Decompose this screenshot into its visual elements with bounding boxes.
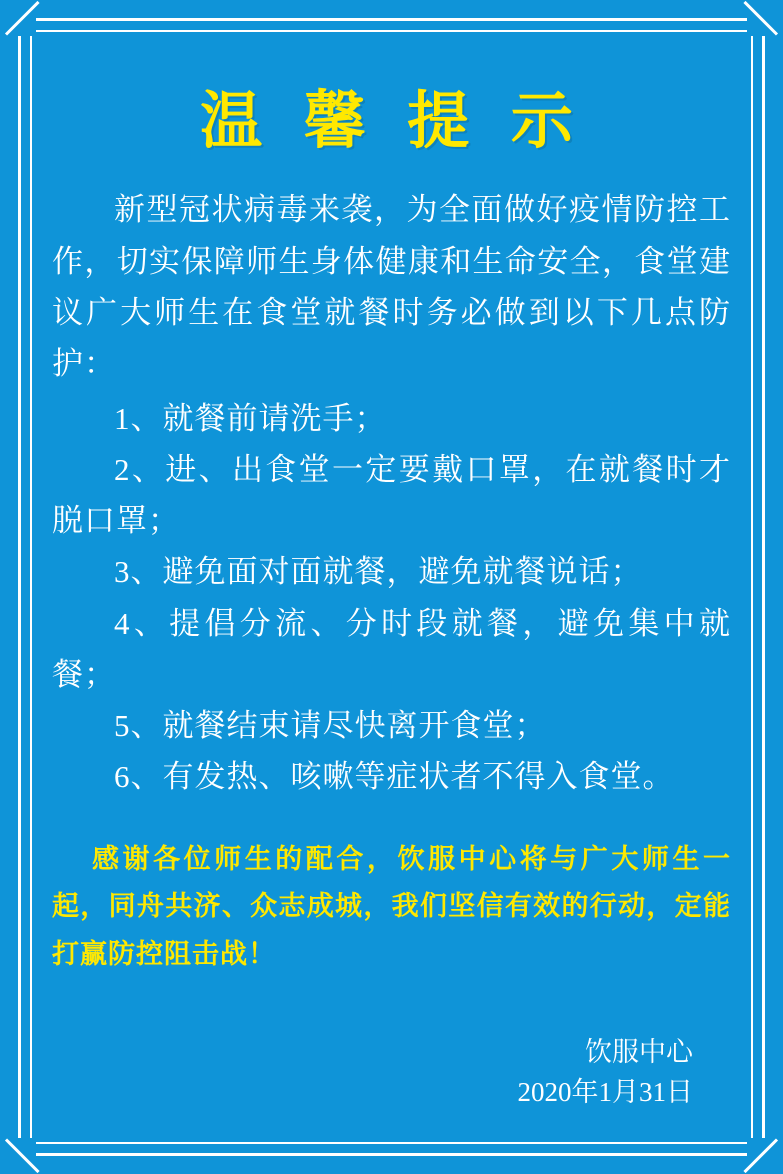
corner-notch-top-right bbox=[747, 10, 773, 36]
list-item: 2、进、出食堂一定要戴口罩，在就餐时才脱口罩； bbox=[52, 452, 731, 539]
corner-notch-bottom-right bbox=[747, 1138, 773, 1164]
page-title: 温 馨 提 示 bbox=[200, 84, 583, 157]
list-item: 3、避免面对面就餐，避免就餐说话； bbox=[114, 554, 643, 590]
notice-body bbox=[52, 184, 731, 802]
signature-block bbox=[52, 1032, 731, 1113]
list-item: 6、有发热、咳嗽等症状者不得入食堂。 bbox=[114, 758, 675, 794]
list-item: 5、就餐结束请尽快离开食堂； bbox=[114, 707, 547, 743]
closing-paragraph: 感谢各位师生的配合，饮服中心将与广大师生一起，同舟共济、众志成城，我们坚信有效的行动，定能打赢防控阻击战！ bbox=[52, 844, 731, 970]
signature-date: 2020年1月31日 bbox=[517, 1077, 693, 1108]
list-item: 1、就餐前请洗手； bbox=[114, 400, 387, 436]
list-item: 4、提倡分流、分时段就餐，避免集中就餐； bbox=[52, 605, 731, 692]
corner-stroke-bottom-right bbox=[743, 1138, 778, 1173]
poster-content bbox=[52, 48, 731, 1126]
corner-stroke-bottom-left bbox=[5, 1138, 40, 1173]
signature-organization: 饮服中心 bbox=[585, 1036, 693, 1067]
corner-notch-bottom-left bbox=[10, 1138, 36, 1164]
intro-paragraph: 新型冠状病毒来袭，为全面做好疫情防控工作，切实保障师生身体健康和生命安全，食堂建议广大师生在食堂就餐时务必做到以下几点防护： bbox=[52, 192, 731, 381]
corner-stroke-top-right bbox=[743, 1, 778, 36]
corner-stroke-top-left bbox=[5, 1, 40, 36]
corner-notch-top-left bbox=[10, 10, 36, 36]
